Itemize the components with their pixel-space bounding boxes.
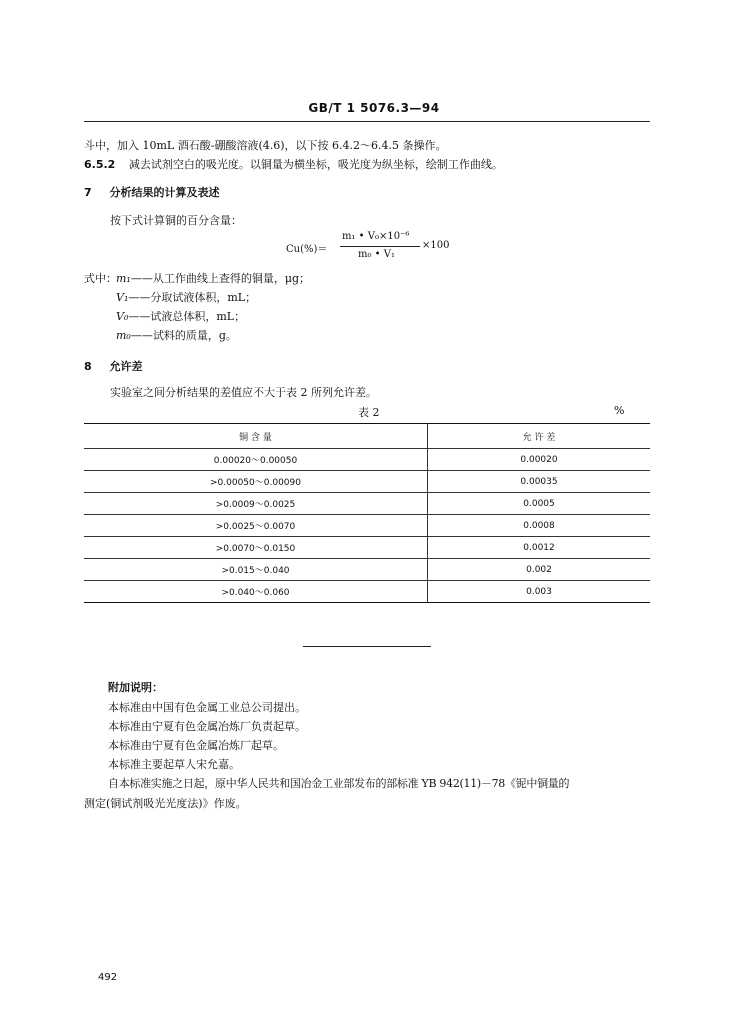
standard-number-header: GB/T 1 5076.3—94 <box>308 101 440 115</box>
clause-6-5-2 <box>84 156 503 172</box>
section-7-intro: 按下式计算铜的百分含量： <box>110 214 242 227</box>
formula-denominator: m₀ • V₁ <box>358 249 395 260</box>
copper-range-cell: >0.00050～0.00090 <box>84 471 428 493</box>
note-line: 本标准由宁夏有色金属冶炼厂起草。 <box>108 739 284 752</box>
copper-range-cell: >0.015～0.040 <box>84 559 428 581</box>
copper-range-cell: >0.0025～0.0070 <box>84 515 428 537</box>
notes-title: 附加说明： <box>108 681 163 694</box>
variable-description: ——试液总体积，mL； <box>128 310 246 323</box>
table-row <box>84 559 650 581</box>
copper-range-cell: >0.040～0.060 <box>84 581 428 603</box>
variable-line <box>116 270 310 286</box>
note-line: 本标准由中国有色金属工业总公司提出。 <box>108 701 306 714</box>
tolerance-cell: 0.002 <box>428 559 651 581</box>
variable-description: ——分取试液体积，mL； <box>128 291 257 304</box>
tolerance-cell: 0.0008 <box>428 515 651 537</box>
variable-line <box>116 289 256 305</box>
clause-text: 减去试剂空白的吸光度。以铜量为横坐标，吸光度为纵坐标，绘制工作曲线。 <box>128 158 503 171</box>
variable-line <box>116 308 245 324</box>
where-label: 式中： <box>84 272 117 285</box>
section-title: 分析结果的计算及表述 <box>109 186 220 199</box>
formula-factor: ×100 <box>422 240 450 251</box>
tolerance-cell: 0.0005 <box>428 493 651 515</box>
column-header: 允 许 差 <box>428 424 651 449</box>
variable-line <box>116 327 237 343</box>
section-number: 7 <box>84 186 92 199</box>
section-8-intro: 实验室之间分析结果的差值应不大于表 2 所列允许差。 <box>110 386 377 399</box>
section-8-heading <box>84 358 143 374</box>
note-line: 本标准主要起草人宋允嘉。 <box>108 758 240 771</box>
variable-description: ——从工作曲线上查得的铜量，μg； <box>130 272 311 285</box>
variable-symbol: m₁ <box>116 272 131 285</box>
table-header-row <box>84 424 650 449</box>
section-number: 8 <box>84 360 92 373</box>
section-7-heading <box>84 184 220 200</box>
table-row <box>84 449 650 471</box>
formula-lhs: Cu(%)＝ <box>286 244 328 255</box>
tolerance-table <box>84 423 650 603</box>
note-line: 本标准由宁夏有色金属冶炼厂负责起草。 <box>108 720 306 733</box>
tolerance-cell: 0.0012 <box>428 537 651 559</box>
table-row <box>84 581 650 603</box>
continuation-line: 斗中，加入 10mL 酒石酸-硼酸溶液(4.6)，以下按 6.4.2～6.4.5 条操作。 <box>84 139 447 152</box>
table-row <box>84 493 650 515</box>
section-title: 允许差 <box>109 360 143 373</box>
formula-numerator: m₁ • V₀×10⁻⁶ <box>342 231 410 242</box>
note-line: 测定(铜试剂吸光光度法)》作废。 <box>84 797 247 810</box>
variable-symbol: V₀ <box>116 310 129 323</box>
formula-fraction-bar <box>340 246 420 247</box>
table-unit: % <box>614 404 625 417</box>
end-of-text-divider <box>303 646 431 647</box>
variable-symbol: m₀ <box>116 329 131 342</box>
table-row <box>84 471 650 493</box>
tolerance-cell: 0.00035 <box>428 471 651 493</box>
tolerance-cell: 0.00020 <box>428 449 651 471</box>
clause-number: 6.5.2 <box>84 158 116 171</box>
table-row <box>84 515 650 537</box>
copper-range-cell: >0.0070～0.0150 <box>84 537 428 559</box>
header-rule <box>84 121 650 122</box>
variable-symbol: V₁ <box>116 291 129 304</box>
tolerance-cell: 0.003 <box>428 581 651 603</box>
copper-range-cell: >0.0009～0.0025 <box>84 493 428 515</box>
variable-description: ——试料的质量，g。 <box>130 329 237 342</box>
page-number: 492 <box>98 972 118 983</box>
table-row <box>84 537 650 559</box>
copper-range-cell: 0.00020～0.00050 <box>84 449 428 471</box>
column-header: 铜 含 量 <box>84 424 428 449</box>
note-line: 自本标准实施之日起，原中华人民共和国冶金工业部发布的部标准 YB 942(11)－78《铌中铜量的 <box>108 777 570 790</box>
table-caption: 表 2 <box>358 406 380 419</box>
